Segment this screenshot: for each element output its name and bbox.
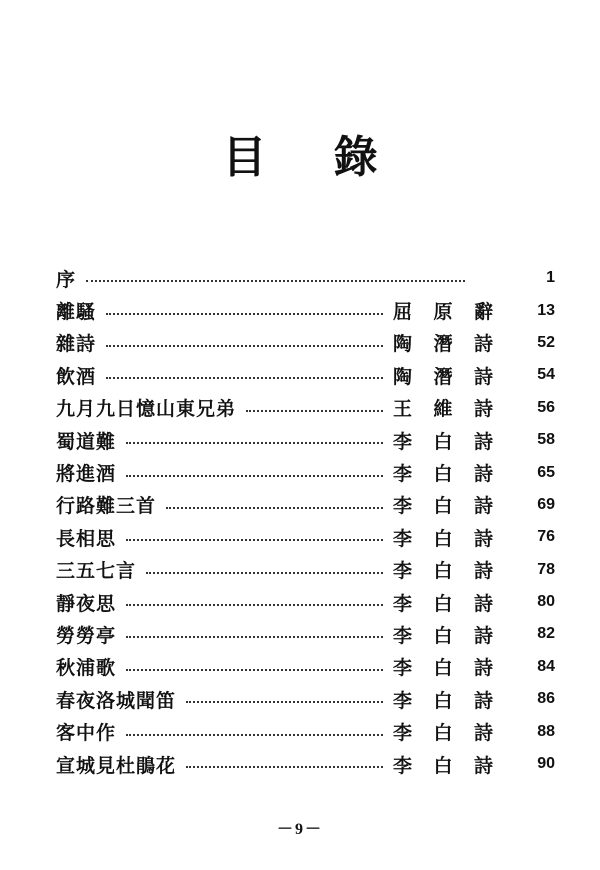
dot-leader xyxy=(126,604,383,606)
toc-entry-author: 李白詩 xyxy=(393,624,493,647)
dot-leader xyxy=(126,475,383,477)
toc-entry-author: 屈原辭 xyxy=(393,301,493,324)
toc-entry-title: 長相思 xyxy=(56,527,117,550)
toc-entry-title: 序 xyxy=(56,268,77,291)
toc-entry-author: 李白詩 xyxy=(393,754,493,777)
toc-entry-title: 雜詩 xyxy=(56,333,97,356)
toc-entry-author: 李白詩 xyxy=(393,463,493,486)
toc-entry xyxy=(40,424,560,456)
toc-entry xyxy=(40,489,560,521)
dot-leader xyxy=(246,410,383,412)
dot-leader xyxy=(126,636,383,638)
dot-leader xyxy=(126,539,383,541)
table-of-contents xyxy=(40,262,560,780)
dot-leader xyxy=(146,572,383,574)
toc-entry-page: 80 xyxy=(537,593,555,611)
dot-leader xyxy=(106,377,383,379)
toc-entry-author: 陶潛詩 xyxy=(393,365,493,388)
dot-leader xyxy=(86,280,465,282)
toc-entry xyxy=(40,392,560,424)
toc-entry xyxy=(40,715,560,747)
toc-entry xyxy=(40,294,560,326)
toc-entry-title: 九月九日憶山東兄弟 xyxy=(56,398,237,421)
page-number: －9－ xyxy=(276,821,323,838)
toc-entry xyxy=(40,262,560,294)
toc-entry-page: 65 xyxy=(537,463,555,481)
dot-leader xyxy=(106,313,383,315)
toc-entry-author: 李白詩 xyxy=(393,430,493,453)
toc-entry-author: 李白詩 xyxy=(393,722,493,745)
toc-entry-page: 86 xyxy=(537,690,555,708)
toc-entry-page: 76 xyxy=(537,528,555,546)
toc-entry-title: 秋浦歌 xyxy=(56,657,117,680)
toc-entry-title: 三五七言 xyxy=(56,560,137,583)
dot-leader xyxy=(166,507,383,509)
toc-entry-author: 李白詩 xyxy=(393,657,493,680)
dot-leader xyxy=(126,442,383,444)
toc-entry-title: 飲酒 xyxy=(56,365,97,388)
dot-leader xyxy=(126,734,383,736)
toc-entry-author: 陶潛詩 xyxy=(393,333,493,356)
toc-entry-page: 13 xyxy=(537,301,555,319)
toc-entry xyxy=(40,359,560,391)
toc-entry xyxy=(40,748,560,780)
toc-entry-author: 王維詩 xyxy=(393,398,493,421)
toc-entry-title: 勞勞亭 xyxy=(56,624,117,647)
toc-entry xyxy=(40,327,560,359)
toc-entry-page: 90 xyxy=(537,755,555,773)
dot-leader xyxy=(186,766,383,768)
toc-entry-title: 宣城見杜鵑花 xyxy=(56,754,177,777)
toc-entry xyxy=(40,586,560,618)
toc-entry-page: 56 xyxy=(537,398,555,416)
dot-leader xyxy=(126,669,383,671)
toc-entry xyxy=(40,554,560,586)
toc-entry-page: 69 xyxy=(537,495,555,513)
toc-entry-author: 李白詩 xyxy=(393,495,493,518)
toc-entry-author: 李白詩 xyxy=(393,527,493,550)
toc-entry-title: 蜀道難 xyxy=(56,430,117,453)
toc-entry xyxy=(40,521,560,553)
dot-leader xyxy=(186,701,383,703)
toc-entry-page: 54 xyxy=(537,366,555,384)
toc-entry xyxy=(40,683,560,715)
toc-entry-author: 李白詩 xyxy=(393,689,493,712)
toc-entry-title: 離騷 xyxy=(56,301,97,324)
toc-entry-title: 客中作 xyxy=(56,722,117,745)
toc-entry-page: 84 xyxy=(537,657,555,675)
toc-entry-title: 行路難三首 xyxy=(56,495,157,518)
toc-entry-author: 李白詩 xyxy=(393,592,493,615)
toc-entry-page: 82 xyxy=(537,625,555,643)
toc-entry-title: 春夜洛城聞笛 xyxy=(56,689,177,712)
toc-entry-page: 52 xyxy=(537,333,555,351)
toc-entry-author: 李白詩 xyxy=(393,560,493,583)
toc-entry xyxy=(40,651,560,683)
toc-entry xyxy=(40,618,560,650)
toc-entry-page: 78 xyxy=(537,560,555,578)
toc-entry-title: 將進酒 xyxy=(56,463,117,486)
toc-entry-page: 58 xyxy=(537,431,555,449)
toc-entry-page: 1 xyxy=(546,269,555,287)
page-title: 目 錄 xyxy=(222,132,404,183)
toc-entry xyxy=(40,456,560,488)
toc-entry-page: 88 xyxy=(537,722,555,740)
toc-entry-title: 靜夜思 xyxy=(56,592,117,615)
dot-leader xyxy=(106,345,383,347)
